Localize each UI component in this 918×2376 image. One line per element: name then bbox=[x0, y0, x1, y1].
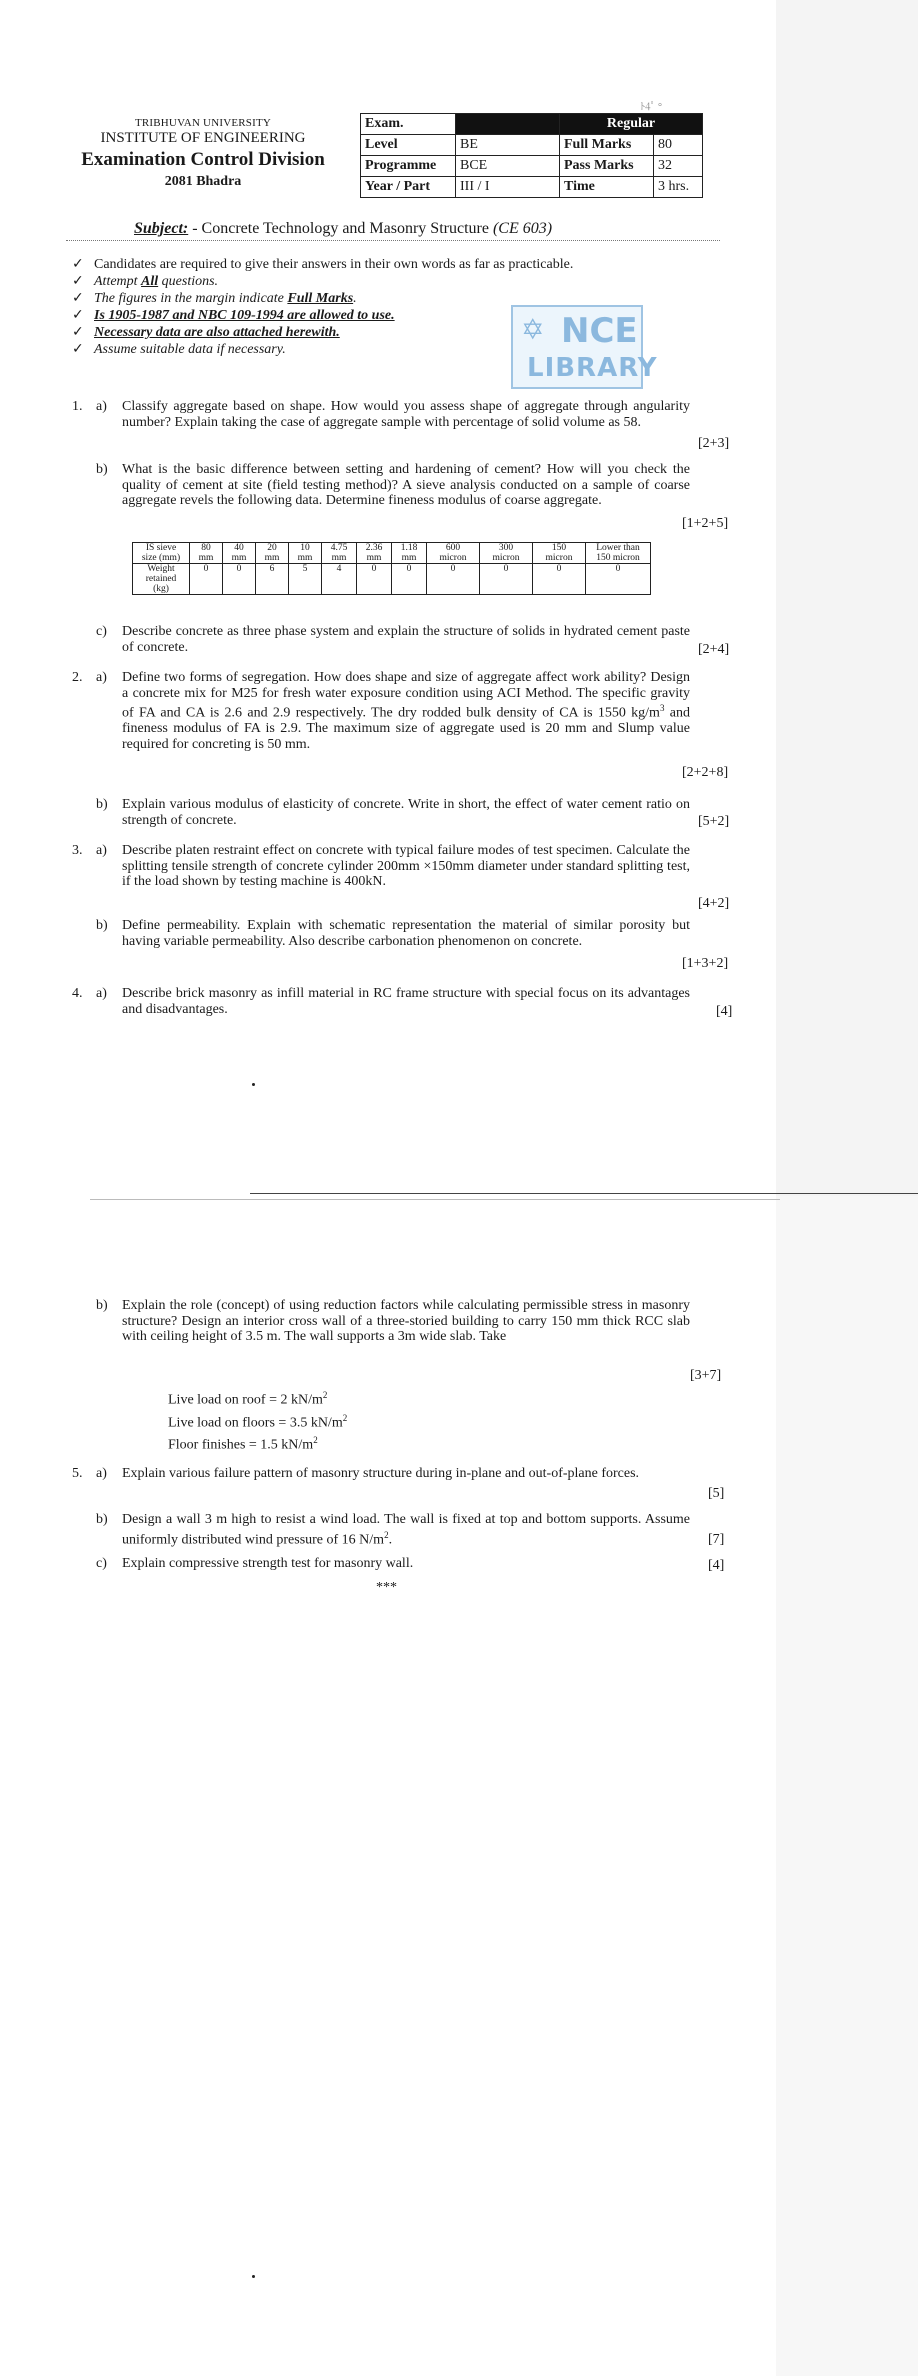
question-marks: [4] bbox=[716, 1004, 733, 1019]
weight-retained-cell: 4 bbox=[322, 564, 357, 595]
question-text: What is the basic difference between setting and hardening of cement? How will you check the quality of cement at site (field testing method)? A sieve analysis conducted on a sample of coarse aggregate revels the following data. Determine fineness modulus of coarse aggregate. bbox=[122, 462, 690, 508]
question-text: Design a wall 3 m high to resist a wind load. The wall is fixed at top and bottom supports. Assume uniformly distributed wind pressure of 16 $N/m^2$. bbox=[122, 1512, 690, 1548]
subject-label: Subject: bbox=[134, 220, 189, 237]
subject-code: (CE 603) bbox=[492, 220, 553, 237]
question-marks: [1+2+5] bbox=[682, 516, 729, 531]
scan-speck bbox=[252, 2275, 255, 2278]
subquestion-label: c) bbox=[96, 1556, 107, 1571]
question-marks: [4] bbox=[708, 1558, 725, 1573]
question-marks: [5+2] bbox=[698, 814, 730, 829]
question-text: Classify aggregate based on shape. How would you assess shape of aggregate through angularity number? Explain taking the case of aggregate sample with percentage of solid volume as 58. bbox=[122, 399, 690, 430]
sieve-size-cell: 10 mm bbox=[289, 543, 322, 564]
load-finishes: Floor finishes = 1.5 $kN/m^2$ bbox=[168, 1435, 318, 1453]
weight-retained-cell: 0 bbox=[480, 564, 533, 595]
weight-retained-cell: 5 bbox=[289, 564, 322, 595]
star-icon: ✡ bbox=[521, 313, 545, 346]
exam-type: Regular bbox=[560, 114, 703, 135]
time-label: Time bbox=[560, 177, 654, 198]
university-name: TRIBHUVAN UNIVERSITY bbox=[134, 117, 272, 129]
weight-retained-cell: 6 bbox=[256, 564, 289, 595]
subquestion-label: b) bbox=[96, 918, 108, 933]
subquestion-label: b) bbox=[96, 462, 108, 477]
exam-session: 2081 Bhadra bbox=[164, 174, 242, 189]
sieve-size-cell: 20 mm bbox=[256, 543, 289, 564]
question-number: 4. bbox=[72, 986, 83, 1001]
question-marks: [7] bbox=[708, 1532, 725, 1547]
question-text: Describe brick masonry as infill material in RC frame structure with special focus on its advantages and disadvantages. bbox=[122, 986, 690, 1017]
logo-text-bottom: LIBRARY bbox=[527, 353, 658, 383]
sieve-size-cell: 600 micron bbox=[427, 543, 480, 564]
year-part-value: III / I bbox=[456, 177, 560, 198]
exam-label: Exam. bbox=[361, 114, 456, 135]
institute-name: INSTITUTE OF ENGINEERING bbox=[100, 130, 306, 146]
check-icon: ✓ bbox=[72, 256, 84, 272]
subquestion-label: a) bbox=[96, 670, 107, 685]
question-text: Define two forms of segregation. How does shape and size of aggregate affect work ability? Design a concrete mix for M25 for fresh water exposure condition using ACI Method. The specific gravity of FA and CA is 2.6 and 2.9 respectively. The dry rodded bulk density of CA is 1550 $kg/m^3$ and fineness modulus of FA is 2.9. The maximum size of aggregate used is 20 mm and Slump value required for concreting is 50 mm. bbox=[122, 670, 690, 752]
instructions-list bbox=[72, 256, 573, 358]
load-floor: Live load on floors = 3.5 $kN/m^2$ bbox=[168, 1413, 348, 1431]
check-icon: ✓ bbox=[72, 307, 84, 323]
pass-marks-label: Pass Marks bbox=[560, 156, 654, 177]
subquestion-label: a) bbox=[96, 1466, 107, 1481]
subquestion-label: b) bbox=[96, 797, 108, 812]
weight-retained-cell: 0 bbox=[190, 564, 223, 595]
weight-retained-cell: 0 bbox=[223, 564, 256, 595]
question-text: Explain various modulus of elasticity of concrete. Write in short, the effect of water cement ratio on strength of concrete. bbox=[122, 797, 690, 828]
check-icon: ✓ bbox=[72, 273, 84, 289]
instruction-item: ✓ Attempt All questions. bbox=[72, 273, 219, 289]
subject-title: - Concrete Technology and Masonry Structure bbox=[188, 220, 493, 237]
programme-label: Programme bbox=[361, 156, 456, 177]
subquestion-label: a) bbox=[96, 399, 107, 414]
sieve-size-cell: 4.75 mm bbox=[322, 543, 357, 564]
time-value: 3 hrs. bbox=[654, 177, 703, 198]
page-fold-line bbox=[90, 1199, 780, 1200]
question-marks: [2+2+8] bbox=[682, 765, 729, 780]
sieve-size-cell: Lower than 150 micron bbox=[586, 543, 651, 564]
question-text: Describe platen restraint effect on concrete with typical failure modes of test specimen. Calculate the splitting tensile strength of concrete cylinder 200mm ×150mm diameter under standard splitting test, if the load shown by testing machine is 400kN. bbox=[122, 843, 690, 889]
sieve-size-cell: 80 mm bbox=[190, 543, 223, 564]
logo-text-top: NCE bbox=[561, 311, 638, 351]
division-name: Examination Control Division bbox=[81, 149, 325, 170]
subquestion-label: a) bbox=[96, 986, 107, 1001]
question-text: Explain various failure pattern of masonry structure during in-plane and out-of-plane forces. bbox=[122, 1466, 640, 1481]
year-part-label: Year / Part bbox=[361, 177, 456, 198]
scan-background-edge bbox=[776, 0, 918, 1196]
sieve-size-cell: 40 mm bbox=[223, 543, 256, 564]
question-number: 3. bbox=[72, 843, 83, 858]
instruction-item: ✓ The figures in the margin indicate Full Marks. bbox=[72, 290, 357, 306]
question-marks: [2+3] bbox=[698, 436, 730, 451]
level-label: Level bbox=[361, 135, 456, 156]
question-text: Describe concrete as three phase system and explain the structure of solids in hydrated cement paste of concrete. bbox=[122, 624, 690, 655]
level-value: BE bbox=[456, 135, 560, 156]
question-text: Explain compressive strength test for masonry wall. bbox=[122, 1556, 414, 1571]
sieve-size-cell: 2.36 mm bbox=[357, 543, 392, 564]
subject-line bbox=[134, 220, 552, 238]
subquestion-label: b) bbox=[96, 1298, 108, 1313]
question-number: 5. bbox=[72, 1466, 83, 1481]
subquestion-label: a) bbox=[96, 843, 107, 858]
weight-retained-cell: 0 bbox=[357, 564, 392, 595]
weight-retained-row bbox=[133, 564, 651, 595]
question-marks: [1+3+2] bbox=[682, 956, 729, 971]
question-text: Explain the role (concept) of using reduction factors while calculating permissible stress in masonry structure? Design an interior cross wall of a three-storied building to carry 150 mm thick RCC slab with ceiling height of 3.5 m. The wall supports a 3m wide slab. Take bbox=[122, 1298, 690, 1344]
sieve-size-cell: 150 micron bbox=[533, 543, 586, 564]
weight-retained-cell: 0 bbox=[533, 564, 586, 595]
scan-background-edge bbox=[776, 1196, 918, 2376]
instruction-item: ✓ Is 1905-1987 and NBC 109-1994 are allowed to use. bbox=[72, 307, 395, 323]
full-marks-label: Full Marks bbox=[560, 135, 654, 156]
question-number: 2. bbox=[72, 670, 83, 685]
pass-marks-value: 32 bbox=[654, 156, 703, 177]
sieve-size-cell: 300 micron bbox=[480, 543, 533, 564]
stamp-mark: ﾄ4ﾟ ° bbox=[640, 102, 663, 113]
exam-header bbox=[58, 117, 348, 190]
sieve-row-header: Weight retained (kg) bbox=[133, 564, 190, 595]
load-roof: Live load on roof = 2 $kN/m^2$ bbox=[168, 1390, 328, 1408]
question-marks: [5] bbox=[708, 1486, 725, 1501]
check-icon: ✓ bbox=[72, 341, 84, 357]
subquestion-label: c) bbox=[96, 624, 107, 639]
question-marks: [4+2] bbox=[698, 896, 730, 911]
instruction-item: ✓ Assume suitable data if necessary. bbox=[72, 341, 286, 357]
library-stamp-logo bbox=[511, 305, 658, 389]
instruction-item: ✓ Necessary data are also attached herewith. bbox=[72, 324, 340, 340]
subquestion-label: b) bbox=[96, 1512, 108, 1527]
subject-underline bbox=[66, 240, 720, 241]
sieve-analysis-table bbox=[132, 542, 651, 595]
weight-retained-cell: 0 bbox=[427, 564, 480, 595]
page-fold-line bbox=[250, 1193, 918, 1194]
question-text: Define permeability. Explain with schematic representation the material of similar porosity but having variable permeability. Also describe carbonation phenomenon on concrete. bbox=[122, 918, 690, 949]
weight-retained-cell: 0 bbox=[586, 564, 651, 595]
sieve-size-row bbox=[133, 543, 651, 564]
sieve-size-cell: 1.18 mm bbox=[392, 543, 427, 564]
check-icon: ✓ bbox=[72, 324, 84, 340]
weight-retained-cell: 0 bbox=[392, 564, 427, 595]
check-icon: ✓ bbox=[72, 290, 84, 306]
end-of-paper-marker: *** bbox=[376, 1580, 397, 1595]
sieve-row-header: IS sieve size (mm) bbox=[133, 543, 190, 564]
question-marks: [3+7] bbox=[690, 1368, 722, 1383]
question-marks: [2+4] bbox=[698, 642, 730, 657]
full-marks-value: 80 bbox=[654, 135, 703, 156]
question-number: 1. bbox=[72, 399, 83, 414]
scan-speck bbox=[252, 1083, 255, 1086]
programme-value: BCE bbox=[456, 156, 560, 177]
exam-info-table bbox=[360, 113, 703, 198]
instruction-item: ✓ Candidates are required to give their answers in their own words as far as practicable. bbox=[72, 256, 574, 272]
